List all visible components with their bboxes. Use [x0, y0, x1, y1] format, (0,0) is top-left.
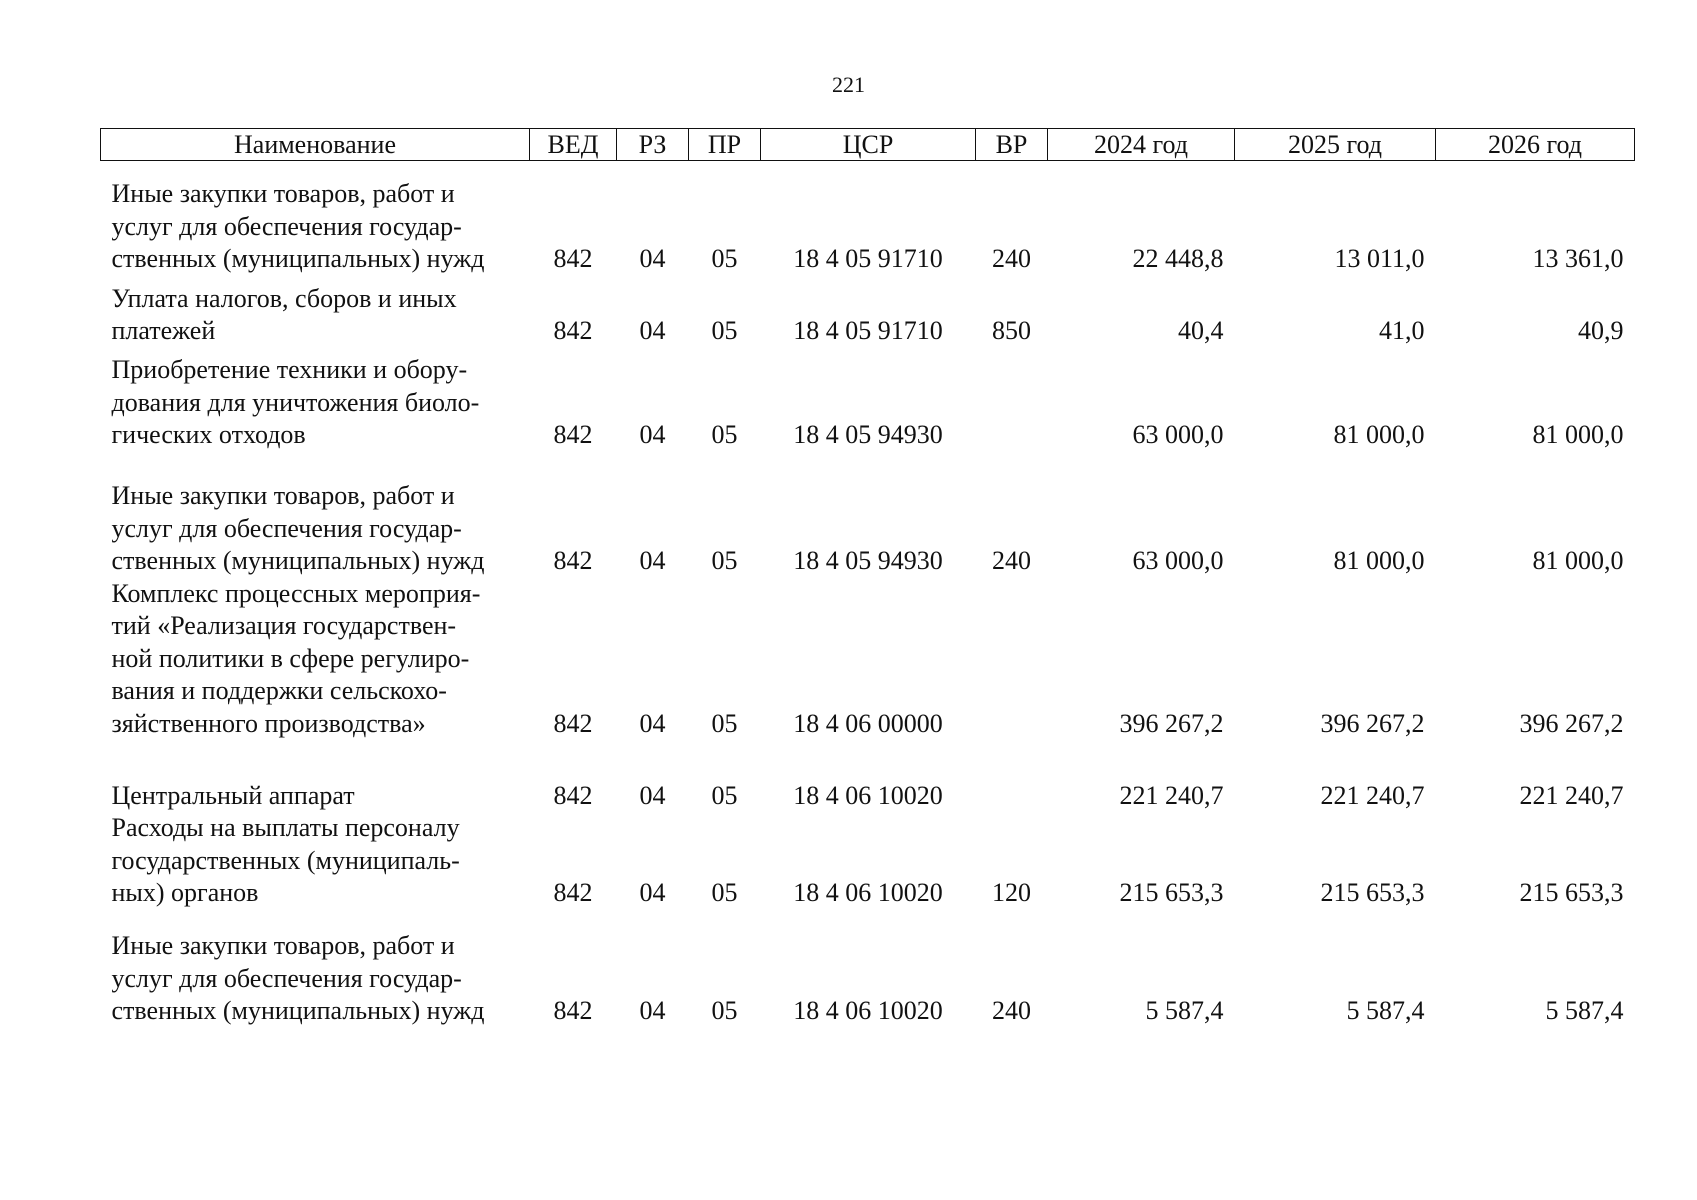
cell-pr: 05 [711, 878, 738, 907]
cell-csr: 18 4 06 10020 [793, 780, 943, 810]
table-row [101, 578, 1635, 741]
header-2024: 2024 год [1048, 129, 1235, 161]
cell-rz: 04 [639, 244, 666, 273]
cell-rz: 04 [639, 996, 666, 1025]
cell-rz: 04 [639, 316, 666, 345]
name-line: ственных (муниципальных) нужд [111, 244, 485, 273]
cell-2026: 13 361,0 [1532, 244, 1624, 273]
cell-2025: 215 653,3 [1320, 878, 1425, 907]
name-line: ной политики в сфере регулиро- [111, 643, 470, 673]
cell-name [101, 740, 530, 812]
cell-2026: 221 240,7 [1519, 780, 1624, 810]
cell-ved: 842 [553, 316, 593, 345]
cell-2024: 396 267,2 [1119, 708, 1224, 738]
cell-csr: 18 4 05 91710 [793, 244, 943, 273]
name-line: Уплата налогов, сборов и иных [111, 283, 457, 313]
table-row [101, 276, 1635, 348]
cell-rz: 04 [639, 780, 666, 810]
cell-csr: 18 4 05 91710 [793, 316, 943, 345]
name-line: ственных (муниципальных) нужд [111, 546, 485, 575]
cell-2026: 81 000,0 [1532, 420, 1624, 449]
table-row [101, 161, 1635, 276]
cell-csr: 18 4 05 94930 [793, 420, 943, 449]
name-line: вания и поддержки сельскохо- [111, 676, 447, 705]
cell-rz: 04 [639, 546, 666, 575]
cell-pr: 05 [711, 316, 738, 345]
cell-2026: 40,9 [1578, 316, 1624, 345]
table-row [101, 452, 1635, 578]
cell-pr: 05 [711, 546, 738, 575]
cell-vr [976, 348, 1048, 452]
cell-2024: 215 653,3 [1119, 878, 1224, 907]
cell-ved: 842 [553, 996, 593, 1025]
name-line: Расходы на выплаты персоналу [111, 813, 460, 842]
cell-2025: 221 240,7 [1320, 780, 1425, 810]
page-number: 221 [832, 72, 865, 97]
cell-vr: 850 [992, 316, 1031, 345]
table-row [101, 740, 1635, 812]
cell-rz: 04 [639, 708, 666, 738]
cell-2025: 41,0 [1379, 316, 1425, 345]
cell-ved: 842 [553, 780, 593, 810]
cell-2024: 40,4 [1178, 316, 1224, 345]
cell-pr: 05 [711, 996, 738, 1025]
table-row [101, 910, 1635, 1028]
cell-2025: 13 011,0 [1334, 244, 1425, 273]
cell-2025: 81 000,0 [1333, 420, 1425, 449]
cell-pr: 05 [711, 420, 738, 449]
cell-ved: 842 [553, 878, 593, 907]
cell-vr: 120 [992, 878, 1031, 907]
header-csr: ЦСР [761, 129, 976, 161]
budget-table [100, 128, 1635, 1028]
cell-pr: 05 [711, 244, 738, 273]
name-line: зяйственного производства» [111, 708, 426, 738]
cell-ved: 842 [553, 420, 593, 449]
cell-vr: 240 [992, 546, 1031, 575]
name-line: Иные закупки товаров, работ и [111, 179, 455, 208]
cell-2024: 22 448,8 [1132, 244, 1224, 273]
name-line: ственных (муниципальных) нужд [111, 996, 485, 1025]
name-line: услуг для обеспечения государ- [111, 211, 462, 241]
header-ved: ВЕД [530, 129, 617, 161]
name-line: Иные закупки товаров, работ и [111, 931, 455, 960]
name-line: Центральный аппарат [111, 780, 355, 810]
cell-2025: 5 587,4 [1346, 996, 1425, 1025]
cell-vr: 240 [992, 996, 1031, 1025]
name-line: Комплекс процессных мероприя- [111, 578, 481, 608]
header-vr: ВР [976, 129, 1048, 161]
cell-name [101, 276, 530, 348]
cell-2024: 5 587,4 [1145, 996, 1224, 1025]
cell-2026: 81 000,0 [1532, 546, 1624, 575]
header-name: Наименование [101, 129, 530, 161]
cell-name [101, 348, 530, 452]
cell-name [101, 578, 530, 741]
cell-2024: 63 000,0 [1132, 546, 1224, 575]
cell-ved: 842 [553, 708, 593, 738]
cell-vr: 240 [992, 244, 1031, 273]
cell-rz: 04 [639, 878, 666, 907]
name-line: гических отходов [111, 420, 306, 449]
table-row [101, 812, 1635, 910]
cell-csr: 18 4 06 00000 [793, 708, 943, 738]
cell-2025: 396 267,2 [1320, 708, 1425, 738]
cell-csr: 18 4 06 10020 [793, 996, 943, 1025]
cell-2024: 63 000,0 [1132, 420, 1224, 449]
cell-pr: 05 [711, 708, 738, 738]
cell-ved: 842 [553, 546, 593, 575]
name-line: ных) органов [111, 878, 259, 907]
name-line: Приобретение техники и обору- [111, 355, 468, 384]
cell-name [101, 452, 530, 578]
cell-2026: 215 653,3 [1519, 878, 1624, 907]
cell-pr: 05 [711, 780, 738, 810]
name-line: дования для уничтожения биоло- [111, 387, 480, 417]
table-row [101, 348, 1635, 452]
cell-vr [976, 740, 1048, 812]
cell-name [101, 812, 530, 910]
cell-rz: 04 [639, 420, 666, 449]
cell-name [101, 910, 530, 1028]
table-body [101, 161, 1635, 1028]
cell-ved: 842 [553, 244, 593, 273]
cell-name [101, 161, 530, 276]
cell-csr: 18 4 05 94930 [793, 546, 943, 575]
cell-2026: 5 587,4 [1545, 996, 1624, 1025]
cell-vr [976, 578, 1048, 741]
cell-csr: 18 4 06 10020 [793, 878, 943, 907]
table-header-row [101, 129, 1635, 161]
cell-2025: 81 000,0 [1333, 546, 1425, 575]
name-line: услуг для обеспечения государ- [111, 513, 462, 543]
header-2025: 2025 год [1235, 129, 1436, 161]
name-line: государственных (муниципаль- [111, 845, 460, 875]
name-line: услуг для обеспечения государ- [111, 963, 462, 993]
name-line: Иные закупки товаров, работ и [111, 481, 455, 510]
name-line: платежей [111, 316, 216, 345]
header-pr: ПР [689, 129, 761, 161]
name-line: тий «Реализация государствен- [111, 611, 457, 640]
header-rz: РЗ [617, 129, 689, 161]
cell-2024: 221 240,7 [1119, 780, 1224, 810]
header-2026: 2026 год [1436, 129, 1635, 161]
cell-2026: 396 267,2 [1519, 708, 1624, 738]
